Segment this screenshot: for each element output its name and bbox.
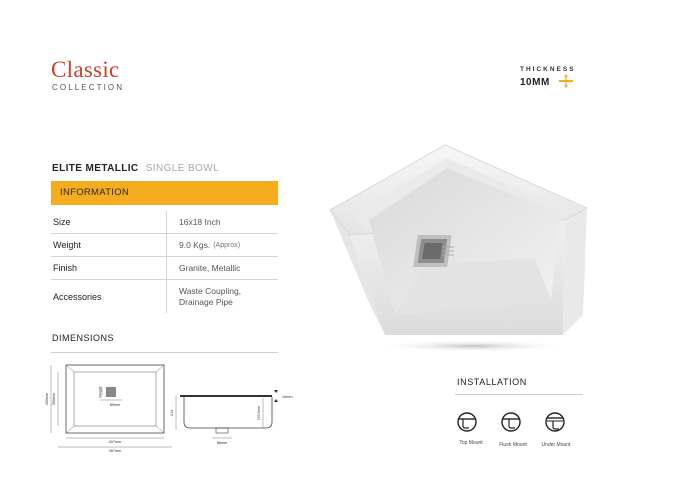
top-drain-width: 89mm [109, 403, 121, 407]
spec-table [51, 211, 278, 313]
thickness-label: THICKNESS [520, 66, 576, 73]
top-drain-offset: 165mm [98, 386, 102, 398]
product-heading [52, 163, 219, 174]
spec-note: (Approx) [213, 241, 241, 249]
under-mount-icon [545, 408, 565, 436]
installation-divider [455, 394, 583, 395]
spec-value: 9.0 Kgs. [179, 239, 211, 250]
side-bowl-depth: 193.5mm [257, 405, 261, 421]
spec-row-accessories [51, 280, 278, 313]
top-mount-icon [457, 408, 477, 436]
top-outer-height: 400mm [45, 392, 49, 406]
side-thickness: 10mm [282, 395, 293, 399]
spec-value: Granite, Metallic [179, 262, 241, 273]
top-outer-width: 457mm [108, 449, 122, 453]
mount-label-flush: Flush Mount [499, 442, 527, 448]
spec-label: Accessories [51, 280, 167, 313]
dimensions-title: DIMENSIONS [52, 333, 115, 343]
spec-row-weight [51, 234, 278, 257]
mount-label-under: Under Mount [541, 442, 571, 448]
spec-row-finish [51, 257, 278, 280]
spec-value-line: Drainage Pipe [179, 296, 233, 307]
product-name: ELITE METALLIC [52, 163, 139, 174]
spec-label: Size [51, 211, 167, 233]
spec-label: Weight [51, 234, 167, 256]
brand-title: Classic [51, 57, 120, 82]
thickness-icon [558, 74, 574, 88]
spec-row-size [51, 211, 278, 234]
spec-value: 16x18 Inch [179, 216, 221, 227]
spec-value-multiline [167, 280, 241, 313]
dimensions-divider [51, 352, 278, 353]
flush-mount-icon [501, 408, 521, 436]
top-inner-width: 407mm [108, 440, 122, 444]
spec-label: Finish [51, 257, 167, 279]
information-header [51, 181, 278, 205]
side-total-height: 213 [170, 409, 174, 417]
side-drain-width: 86mm [216, 441, 228, 445]
sink-image [325, 140, 595, 360]
side-view-drawing [168, 388, 298, 454]
information-header-label: INFORMATION [60, 187, 130, 198]
installation-title: INSTALLATION [457, 377, 527, 387]
top-view-drawing [44, 360, 174, 455]
top-inner-height: 350mm [52, 392, 56, 406]
spec-value-line: Waste Coupling, [179, 285, 242, 296]
brand-subtitle: COLLECTION [52, 83, 125, 92]
thickness-value: 10MM [520, 77, 550, 88]
product-variant: SINGLE BOWL [145, 163, 220, 174]
mount-label-top: Top Mount [459, 440, 483, 446]
spec-value-wrap [167, 234, 240, 256]
